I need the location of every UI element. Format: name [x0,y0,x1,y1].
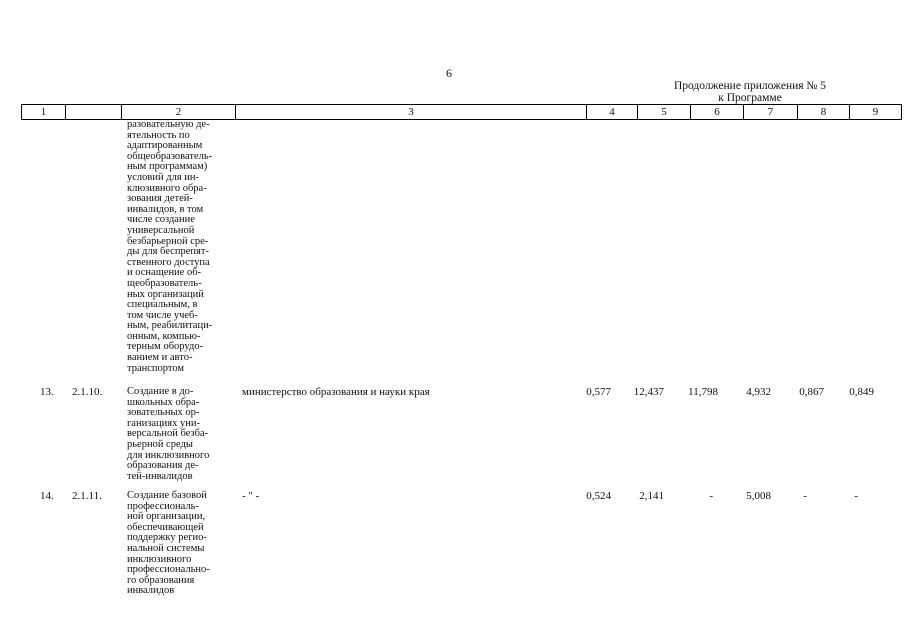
appendix-note [660,80,840,104]
page-number: 6 [446,66,452,80]
row-value-5: 12,437 [633,386,664,398]
header-col-4: 4 [586,104,637,120]
row-name: Создание в до- школьных обра- зовательных ор- ганизациях уни- версальной безба- рьерной среды для инклюзивного образования де- тей-инвалидов [127,386,210,482]
row-value-7: 4,932 [746,386,771,398]
row-value-8: 0,867 [799,386,824,398]
row-code: 2.1.11. [72,490,102,502]
row-number: 13. [40,386,54,398]
row-executor: министерство образования и науки края [242,386,430,398]
continuation-text: разовательную де- ятельность по адаптированным общеобразователь- ным программам) условий для ин- клюзивного обра- зования детей- инвалидов, в том числе создание универсальной безбарьерной сре- ды для беспрепят- ственного доступа и оснащение об- щеобразователь- ных организаций специальным, в том числе учеб- ным, реабилитаци- онным, компью- терным оборудо- ванием и авто- транспортом [127,119,213,374]
row-number: 14. [40,490,54,502]
row-name: Создание базовой профессиональ- ной организации, обеспечивающей поддержку регио- нальной системы инклюзивного профессионально- го образования инвалидов [127,490,210,597]
row-value-7: 5,008 [746,490,771,502]
header-col-1: 1 [21,104,65,120]
header-col-5: 5 [637,104,690,120]
appendix-line-2: к Программе [718,92,782,104]
row-code: 2.1.10. [72,386,103,398]
header-col-2: 2 [121,104,235,120]
header-col-3: 3 [235,104,586,120]
header-col-9: 9 [849,104,902,120]
row-value-9: 0,849 [849,386,874,398]
table-header-row [21,104,881,119]
header-col-7: 7 [743,104,797,120]
row-value-4: 0,524 [586,490,611,502]
header-col-code [65,104,121,120]
header-col-6: 6 [690,104,743,120]
row-value-6: 11,798 [688,386,718,398]
row-value-8: - [803,490,807,502]
row-value-9: - [854,490,858,502]
row-value-6: - [709,490,713,502]
row-value-4: 0,577 [586,386,611,398]
row-executor: - " - [242,490,260,502]
appendix-line-1: Продолжение приложения № 5 [673,80,827,92]
header-col-8: 8 [797,104,849,120]
row-value-5: 2,141 [639,490,664,502]
